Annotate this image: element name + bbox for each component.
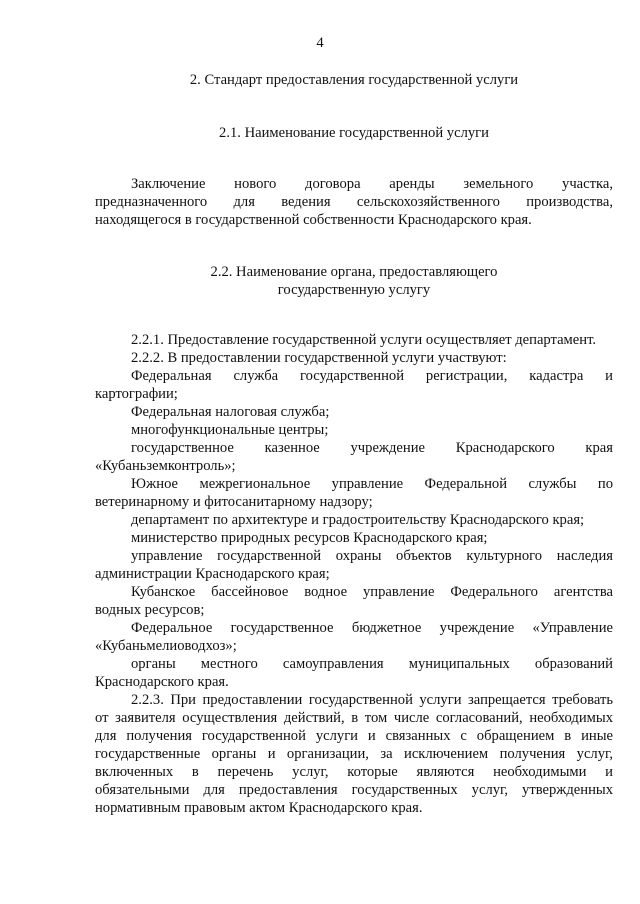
section-title: 2. Стандарт предоставления государственной услуги [189,72,519,88]
text-line: находящегося в государственной собственности Краснодарского края. [95,212,532,228]
service-name-paragraph [95,175,613,229]
list-item: Федеральная налоговая служба; [131,404,330,420]
text-line: для получения государственной услуги и связанных с обращением в иные [95,728,613,744]
text-line: обязательными для предоставления государственных услуг, утвержденных [95,782,613,798]
text-line: от заявителя осуществления действий, в том числе согласований, необходимых [95,710,613,726]
list-item: Южное межрегиональное управление Федеральной службы по [131,476,613,492]
list-item: многофункциональные центры; [131,422,329,438]
text-line: включенных в перечень услуг, которые являются необходимыми и [95,764,613,780]
list-item: управление государственной охраны объектов культурного наследия [131,548,613,564]
list-item-cont: «Кубаньмелиоводхоз»; [95,638,237,654]
paragraph-2-2-2: 2.2.2. В предоставлении государственной услуги участвуют: [131,350,507,366]
list-item: департамент по архитектуре и градостроительству Краснодарского края; [131,512,585,528]
list-item-cont: Краснодарского края. [95,674,229,690]
list-item-cont: администрации Краснодарского края; [95,566,330,582]
list-item: Кубанское бассейновое водное управление Федерального агентства [131,584,613,600]
text-line: государственные органы и организации, за исключением получения услуг, [95,746,613,762]
list-item: Федеральная служба государственной регистрации, кадастра и [131,368,613,384]
list-item: органы местного самоуправления муниципальных образований [131,656,613,672]
list-item: министерство природных ресурсов Краснодарского края; [131,530,488,546]
list-item: государственное казенное учреждение Краснодарского края [131,440,613,456]
text-line: Заключение нового договора аренды земельного участка, [131,176,613,192]
list-item-cont: картографии; [95,386,178,402]
subsection-2-2-heading [95,263,613,299]
heading-line: государственную услугу [277,282,431,298]
page-number: 4 [316,35,324,51]
list-item-cont: водных ресурсов; [95,602,205,618]
list-item-cont: ветеринарному и фитосанитарному надзору; [95,494,373,510]
paragraph-2-2-1: 2.2.1. Предоставление государственной услуги осуществляет департамент. [131,332,597,348]
text-line: нормативным правовым актом Краснодарского края. [95,800,423,816]
subsection-2-1-heading: 2.1. Наименование государственной услуги [219,125,489,141]
list-item: Федеральное государственное бюджетное учреждение «Управление [131,620,613,636]
paragraph-2-2-3: 2.2.3. При предоставлении государственной услуги запрещается требовать [131,692,613,708]
heading-line: 2.2. Наименование органа, предоставляющего [210,264,498,280]
text-line: предназначенного для ведения сельскохозяйственного производства, [95,194,613,210]
participants-section [95,331,613,817]
list-item-cont: «Кубаньземконтроль»; [95,458,236,474]
